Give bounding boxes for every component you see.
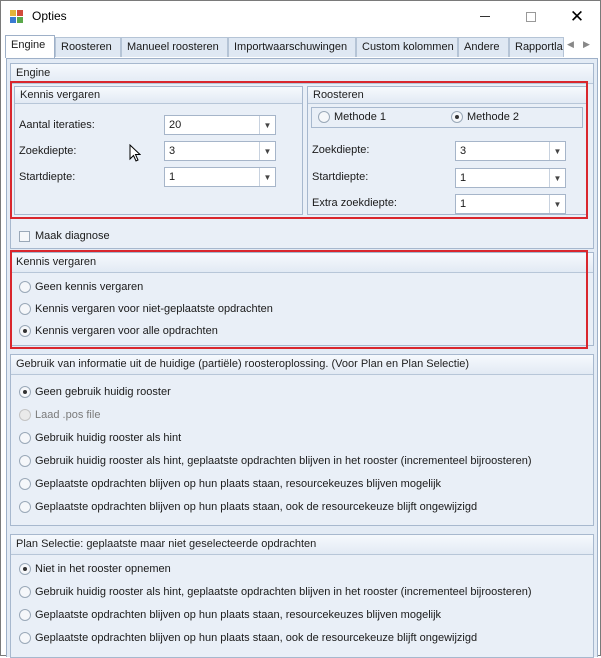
radio-icon: [19, 432, 31, 444]
mouse-cursor-icon: [129, 144, 141, 162]
close-icon: ✕: [569, 6, 585, 26]
niet-opnemen-label: Niet in het rooster opnemen: [35, 563, 171, 575]
laad-pos-file-label: Laad .pos file: [35, 409, 101, 421]
plan-ongewijzigd-label: Geplaatste opdrachten blijven op hun plaats staan, ook de resourcekeuze blijft ongewijzigd: [35, 632, 478, 644]
kennis-vergaren-options-group: [10, 252, 594, 346]
aantal-iteraties-label: Aantal iteraties:: [19, 119, 95, 131]
gebruik-informatie-title: Gebruik van informatie uit de huidige (partiële) roosteroplossing. (Voor Plan en Plan Selectie): [11, 355, 593, 375]
resourcekeuze-ongewijzigd-radio[interactable]: [19, 501, 477, 513]
methode-radio-group: [311, 107, 583, 128]
methode-1-radio[interactable]: [318, 111, 386, 123]
resourcekeuzes-mogelijk-label: Geplaatste opdrachten blijven op hun plaats staan, resourcekeuzes blijven mogelijk: [35, 478, 442, 490]
tab-scroll-left-icon[interactable]: ◀: [567, 39, 574, 49]
tab-engine[interactable]: Engine: [5, 35, 55, 58]
maximize-icon: [526, 12, 536, 22]
kennis-alle-opdrachten-radio[interactable]: [19, 325, 218, 337]
radio-icon: [19, 501, 31, 513]
kennis-zoekdiepte-combo[interactable]: [164, 141, 276, 161]
roosteren-zoekdiepte-combo[interactable]: [455, 141, 566, 161]
kennis-niet-geplaatst-radio[interactable]: [19, 303, 273, 315]
aantal-iteraties-combo[interactable]: [164, 115, 276, 135]
engine-group-title: Engine: [11, 64, 593, 84]
close-button[interactable]: [554, 1, 600, 32]
kennis-niet-geplaatst-label: Kennis vergaren voor niet-geplaatste opdrachten: [35, 303, 273, 315]
tab-scroll-right-icon[interactable]: ▶: [583, 39, 590, 49]
radio-icon: [19, 455, 31, 467]
rooster-als-hint-radio[interactable]: [19, 432, 181, 444]
radio-icon: [19, 409, 31, 421]
radio-checked-icon: [19, 386, 31, 398]
tab-strip: [5, 36, 597, 58]
extra-zoekdiepte-label: Extra zoekdiepte:: [312, 197, 397, 209]
checkbox-icon: [19, 231, 30, 242]
tab-importwaarschuwingen[interactable]: Importwaarschuwingen: [228, 37, 356, 57]
kennis-startdiepte-label: Startdiepte:: [19, 171, 76, 183]
plan-resourcekeuzes-radio[interactable]: [19, 609, 441, 621]
radio-icon: [318, 111, 330, 123]
extra-zoekdiepte-value: 1: [460, 198, 467, 210]
gebruik-informatie-group: [10, 354, 594, 526]
title-bar: [1, 1, 600, 32]
chevron-down-icon[interactable]: ▼: [549, 195, 565, 213]
chevron-down-icon[interactable]: ▼: [259, 142, 275, 160]
tab-manueel-roosteren[interactable]: Manueel roosteren: [121, 37, 228, 57]
geen-gebruik-rooster-label: Geen gebruik huidig rooster: [35, 386, 171, 398]
kennis-startdiepte-combo[interactable]: [164, 167, 276, 187]
radio-icon: [19, 478, 31, 490]
kennis-vergaren-settings-title: Kennis vergaren: [15, 87, 302, 104]
tab-rapportlayout[interactable]: Rapportla: [509, 37, 564, 57]
methode-2-radio[interactable]: [451, 111, 519, 123]
geen-gebruik-rooster-radio[interactable]: [19, 386, 171, 398]
tab-andere[interactable]: Andere: [458, 37, 509, 57]
maak-diagnose-label: Maak diagnose: [35, 230, 110, 242]
radio-icon: [19, 281, 31, 293]
radio-checked-icon: [19, 563, 31, 575]
chevron-down-icon[interactable]: ▼: [549, 169, 565, 187]
kennis-zoekdiepte-value: 3: [169, 145, 176, 157]
radio-icon: [19, 609, 31, 621]
kennis-startdiepte-value: 1: [169, 171, 176, 183]
tab-content-engine: [6, 58, 598, 657]
chevron-down-icon[interactable]: ▼: [259, 168, 275, 186]
minimize-icon: [480, 16, 490, 17]
extra-zoekdiepte-combo[interactable]: [455, 194, 566, 214]
kennis-alle-opdrachten-label: Kennis vergaren voor alle opdrachten: [35, 325, 218, 337]
roosteren-startdiepte-value: 1: [460, 172, 467, 184]
maximize-button[interactable]: [508, 1, 554, 32]
radio-icon: [19, 632, 31, 644]
aantal-iteraties-value: 20: [169, 119, 182, 131]
rooster-als-hint-label: Gebruik huidig rooster als hint: [35, 432, 182, 444]
plan-resourcekeuzes-label: Geplaatste opdrachten blijven op hun plaats staan, resourcekeuzes blijven mogelijk: [35, 609, 442, 621]
roosteren-settings-group: [307, 86, 587, 215]
niet-opnemen-radio[interactable]: [19, 563, 171, 575]
plan-selectie-title: Plan Selectie: geplaatste maar niet geselecteerde opdrachten: [11, 535, 593, 555]
geen-kennis-vergaren-radio[interactable]: [19, 281, 143, 293]
radio-icon: [19, 586, 31, 598]
chevron-down-icon[interactable]: ▼: [259, 116, 275, 134]
kennis-zoekdiepte-label: Zoekdiepte:: [19, 145, 77, 157]
chevron-down-icon[interactable]: ▼: [549, 142, 565, 160]
resourcekeuzes-mogelijk-radio[interactable]: [19, 478, 441, 490]
resourcekeuze-ongewijzigd-label: Geplaatste opdrachten blijven op hun plaats staan, ook de resourcekeuze blijft ongewijzigd: [35, 501, 478, 513]
radio-checked-icon: [451, 111, 463, 123]
radio-icon: [19, 303, 31, 315]
window-title: Opties: [32, 9, 67, 23]
app-icon: [10, 10, 24, 24]
tab-roosteren[interactable]: Roosteren: [55, 37, 121, 57]
minimize-button[interactable]: [462, 1, 508, 32]
radio-checked-icon: [19, 325, 31, 337]
plan-ongewijzigd-radio[interactable]: [19, 632, 477, 644]
roosteren-zoekdiepte-label: Zoekdiepte:: [312, 144, 370, 156]
plan-incrementeel-label: Gebruik huidig rooster als hint, geplaatste opdrachten blijven in het rooster (incrementeel bijroosteren): [35, 586, 532, 598]
roosteren-zoekdiepte-value: 3: [460, 145, 467, 157]
kennis-vergaren-settings-group: [14, 86, 303, 215]
roosteren-startdiepte-label: Startdiepte:: [312, 171, 369, 183]
methode-2-label: Methode 2: [467, 111, 519, 123]
engine-group: [10, 63, 594, 249]
incrementeel-bijroosteren-radio[interactable]: [19, 455, 532, 467]
plan-incrementeel-radio[interactable]: [19, 586, 532, 598]
laad-pos-file-radio: [19, 409, 100, 421]
geen-kennis-vergaren-label: Geen kennis vergaren: [35, 281, 144, 293]
roosteren-startdiepte-combo[interactable]: [455, 168, 566, 188]
plan-selectie-group: [10, 534, 594, 658]
tab-custom-kolommen[interactable]: Custom kolommen: [356, 37, 458, 57]
kennis-vergaren-options-title: Kennis vergaren: [11, 253, 593, 273]
methode-1-label: Methode 1: [334, 111, 386, 123]
maak-diagnose-checkbox[interactable]: [19, 230, 110, 242]
incrementeel-bijroosteren-label: Gebruik huidig rooster als hint, geplaatste opdrachten blijven in het rooster (incrementeel bijroosteren): [35, 455, 532, 467]
roosteren-settings-title: Roosteren: [308, 87, 586, 104]
